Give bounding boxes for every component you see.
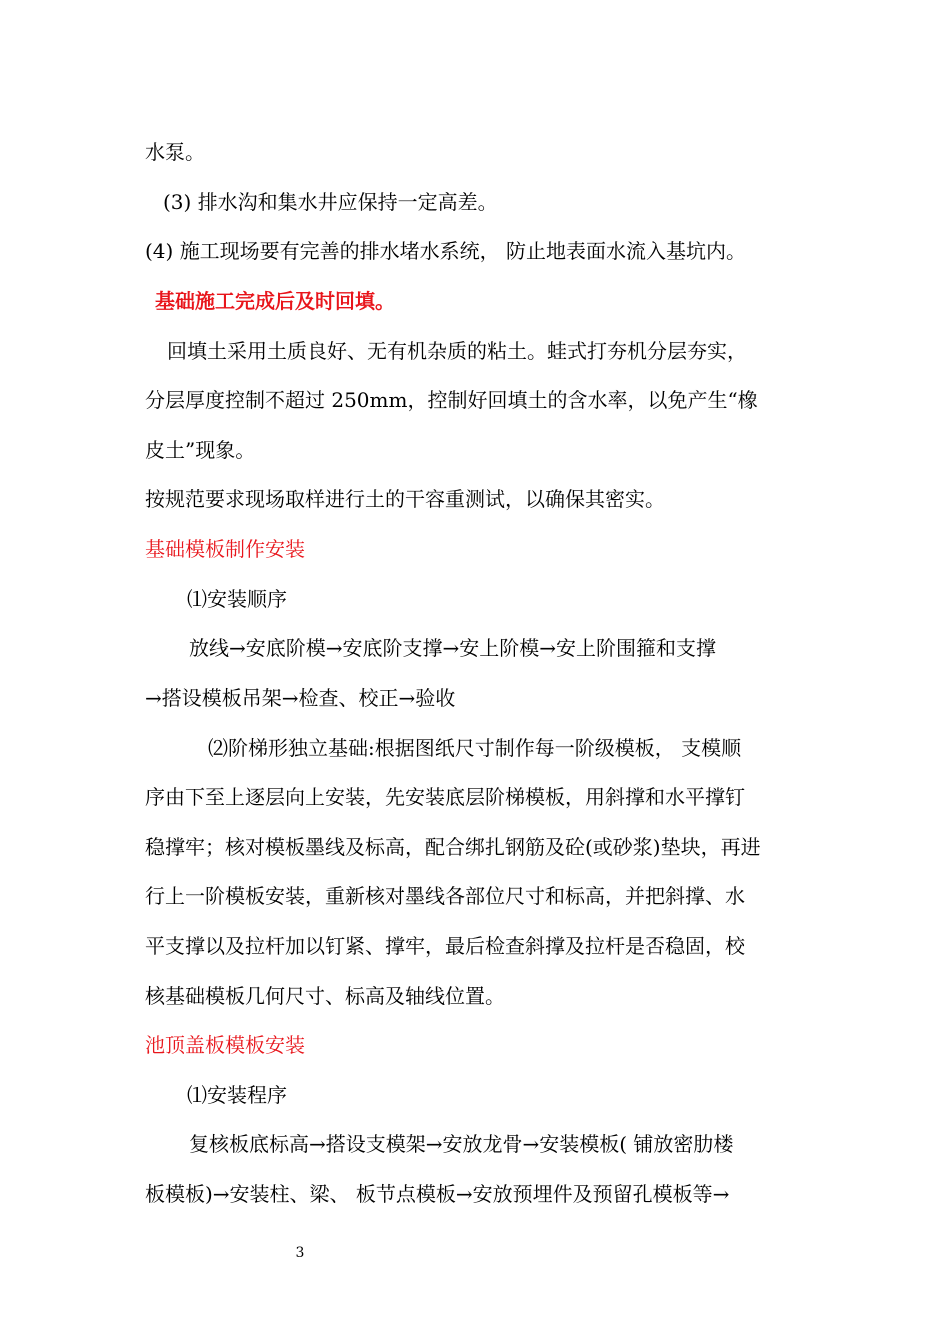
text-line: 板模板)→安装柱、梁、 板节点模板→安放预埋件及预留孔模板等→: [145, 1182, 730, 1206]
text-line: 平支撑以及拉杆加以钉紧、撑牢，最后检查斜撑及拉杆是否稳固，校: [145, 934, 745, 958]
text-line: ⑵阶梯形独立基础:根据图纸尺寸制作每一阶级模板， 支模顺: [208, 736, 742, 760]
text-line: 稳撑牢；核对模板墨线及标高，配合绑扎钢筋及砼(或砂浆)垫块，再进: [145, 835, 761, 859]
page-number: 3: [295, 1245, 305, 1261]
list-item-4: (4) 施工现场要有完善的排水堵水系统， 防止地表面水流入基坑内。: [145, 239, 747, 263]
list-item-3: (3) 排水沟和集水井应保持一定高差。: [163, 190, 498, 214]
text-line: 皮土”现象。: [145, 438, 256, 462]
text-line: 复核板底标高→搭设支模架→安放龙骨→安装模板( 铺放密肋楼: [189, 1132, 734, 1156]
section-heading-roof-slab: 池顶盖板模板安装: [145, 1033, 305, 1057]
subheading-install-procedure: ⑴安装程序: [187, 1083, 287, 1107]
text-line: 序由下至上逐层向上安装，先安装底层阶梯模板，用斜撑和水平撑钉: [145, 785, 745, 809]
subheading-install-sequence: ⑴安装顺序: [187, 587, 287, 611]
text-line: 核基础模板几何尺寸、标高及轴线位置。: [145, 984, 505, 1008]
text-line: 放线→安底阶模→安底阶支撑→安上阶模→安上阶围箍和支撑: [189, 636, 717, 660]
section-heading-foundation-formwork: 基础模板制作安装: [145, 537, 305, 561]
text-line: 按规范要求现场取样进行土的干容重测试，以确保其密实。: [145, 487, 665, 511]
text-line: 水泵。: [145, 140, 205, 164]
text-line: →搭设模板吊架→检查、校正→验收: [145, 686, 456, 710]
section-heading-backfill: 基础施工完成后及时回填。: [155, 289, 395, 313]
text-line: 分层厚度控制不超过 250mm，控制好回填土的含水率，以免产生“橡: [145, 388, 758, 412]
text-line: 行上一阶模板安装，重新核对墨线各部位尺寸和标高，并把斜撑、水: [145, 884, 745, 908]
text-line: 回填土采用土质良好、无有机杂质的粘土。蛙式打夯机分层夯实，: [167, 339, 747, 363]
